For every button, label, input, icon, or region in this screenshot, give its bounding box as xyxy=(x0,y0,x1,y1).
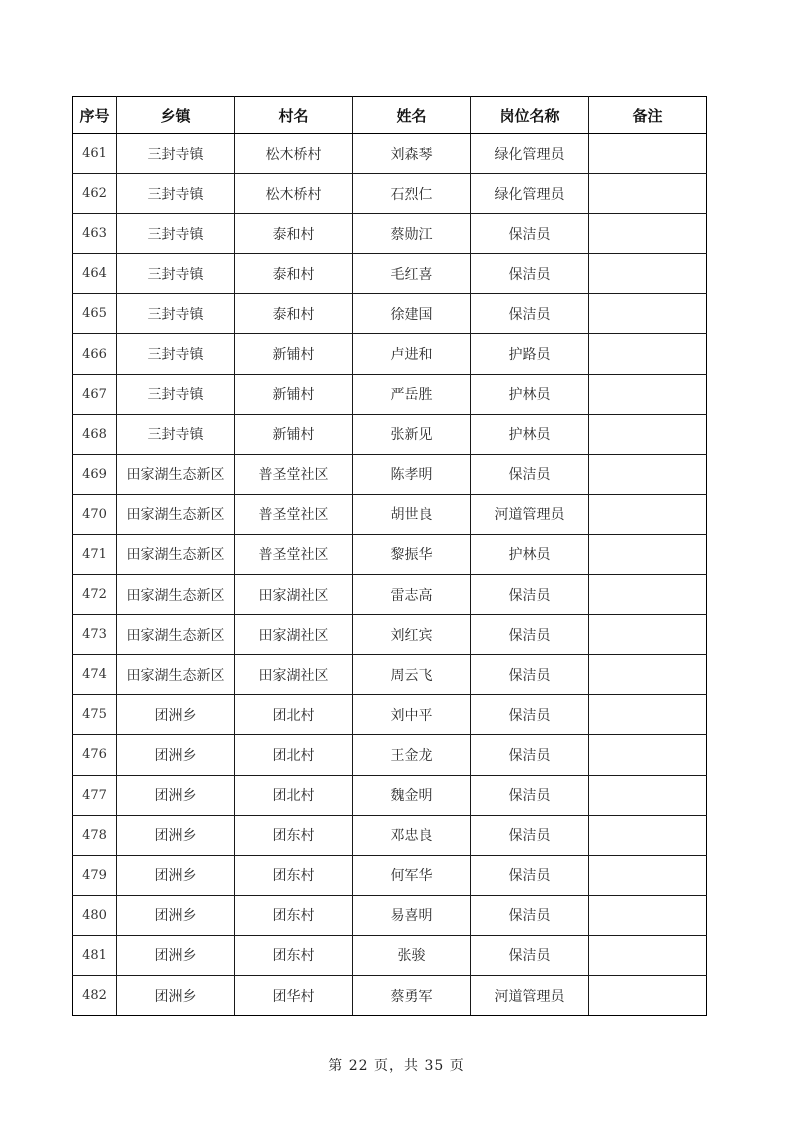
cell-township: 团洲乡 xyxy=(117,815,235,855)
cell-remarks xyxy=(589,615,707,655)
cell-township: 三封寺镇 xyxy=(117,134,235,174)
cell-village: 田家湖社区 xyxy=(235,655,353,695)
cell-remarks xyxy=(589,895,707,935)
cell-name: 雷志高 xyxy=(353,575,471,615)
cell-township: 团洲乡 xyxy=(117,895,235,935)
cell-post-title: 护林员 xyxy=(471,414,589,454)
cell-township: 田家湖生态新区 xyxy=(117,575,235,615)
cell-name: 蔡勋江 xyxy=(353,214,471,254)
cell-township: 田家湖生态新区 xyxy=(117,615,235,655)
cell-post-title: 河道管理员 xyxy=(471,975,589,1015)
table-row xyxy=(73,895,707,935)
cell-township: 田家湖生态新区 xyxy=(117,655,235,695)
header-name: 姓名 xyxy=(353,97,471,134)
page-footer xyxy=(0,1055,793,1075)
cell-serial-number: 475 xyxy=(73,695,117,735)
cell-serial-number: 478 xyxy=(73,815,117,855)
cell-serial-number: 470 xyxy=(73,494,117,534)
cell-post-title: 绿化管理员 xyxy=(471,134,589,174)
table-row xyxy=(73,815,707,855)
table-row xyxy=(73,735,707,775)
cell-post-title: 保洁员 xyxy=(471,935,589,975)
cell-village: 团北村 xyxy=(235,735,353,775)
cell-township: 三封寺镇 xyxy=(117,214,235,254)
cell-post-title: 保洁员 xyxy=(471,254,589,294)
cell-remarks xyxy=(589,775,707,815)
table-row xyxy=(73,695,707,735)
cell-village: 泰和村 xyxy=(235,254,353,294)
table-row xyxy=(73,374,707,414)
table-row xyxy=(73,655,707,695)
cell-post-title: 护林员 xyxy=(471,374,589,414)
cell-serial-number: 474 xyxy=(73,655,117,695)
cell-name: 徐建国 xyxy=(353,294,471,334)
cell-remarks xyxy=(589,575,707,615)
cell-village: 松木桥村 xyxy=(235,134,353,174)
cell-remarks xyxy=(589,134,707,174)
cell-serial-number: 473 xyxy=(73,615,117,655)
header-post-title: 岗位名称 xyxy=(471,97,589,134)
cell-township: 团洲乡 xyxy=(117,695,235,735)
cell-township: 三封寺镇 xyxy=(117,254,235,294)
cell-remarks xyxy=(589,414,707,454)
cell-post-title: 保洁员 xyxy=(471,655,589,695)
cell-remarks xyxy=(589,374,707,414)
cell-remarks xyxy=(589,174,707,214)
cell-township: 田家湖生态新区 xyxy=(117,454,235,494)
cell-village: 团北村 xyxy=(235,695,353,735)
cell-township: 团洲乡 xyxy=(117,775,235,815)
cell-serial-number: 482 xyxy=(73,975,117,1015)
cell-village: 田家湖社区 xyxy=(235,575,353,615)
cell-remarks xyxy=(589,254,707,294)
table-row xyxy=(73,975,707,1015)
cell-serial-number: 466 xyxy=(73,334,117,374)
table-row xyxy=(73,254,707,294)
cell-name: 毛红喜 xyxy=(353,254,471,294)
cell-post-title: 保洁员 xyxy=(471,855,589,895)
cell-village: 团华村 xyxy=(235,975,353,1015)
cell-post-title: 保洁员 xyxy=(471,615,589,655)
cell-township: 团洲乡 xyxy=(117,975,235,1015)
table-body xyxy=(73,134,707,1016)
cell-name: 石烈仁 xyxy=(353,174,471,214)
header-village: 村名 xyxy=(235,97,353,134)
cell-post-title: 护路员 xyxy=(471,334,589,374)
cell-township: 三封寺镇 xyxy=(117,414,235,454)
cell-township: 田家湖生态新区 xyxy=(117,494,235,534)
cell-village: 团东村 xyxy=(235,815,353,855)
header-remarks: 备注 xyxy=(589,97,707,134)
cell-post-title: 保洁员 xyxy=(471,214,589,254)
cell-remarks xyxy=(589,454,707,494)
table-row xyxy=(73,294,707,334)
cell-serial-number: 471 xyxy=(73,534,117,574)
cell-post-title: 绿化管理员 xyxy=(471,174,589,214)
cell-remarks xyxy=(589,334,707,374)
cell-serial-number: 464 xyxy=(73,254,117,294)
cell-name: 黎振华 xyxy=(353,534,471,574)
table-row xyxy=(73,775,707,815)
cell-township: 团洲乡 xyxy=(117,855,235,895)
cell-remarks xyxy=(589,695,707,735)
cell-township: 团洲乡 xyxy=(117,735,235,775)
table-row xyxy=(73,134,707,174)
cell-village: 新铺村 xyxy=(235,334,353,374)
cell-post-title: 保洁员 xyxy=(471,815,589,855)
cell-name: 王金龙 xyxy=(353,735,471,775)
table-header xyxy=(73,97,707,134)
cell-post-title: 保洁员 xyxy=(471,575,589,615)
cell-remarks xyxy=(589,935,707,975)
cell-name: 刘红宾 xyxy=(353,615,471,655)
cell-post-title: 保洁员 xyxy=(471,294,589,334)
cell-name: 张新见 xyxy=(353,414,471,454)
cell-remarks xyxy=(589,815,707,855)
cell-name: 刘森琴 xyxy=(353,134,471,174)
cell-name: 周云飞 xyxy=(353,655,471,695)
cell-village: 田家湖社区 xyxy=(235,615,353,655)
table-row xyxy=(73,214,707,254)
cell-serial-number: 468 xyxy=(73,414,117,454)
cell-name: 刘中平 xyxy=(353,695,471,735)
cell-remarks xyxy=(589,294,707,334)
cell-serial-number: 477 xyxy=(73,775,117,815)
cell-serial-number: 467 xyxy=(73,374,117,414)
cell-village: 团北村 xyxy=(235,775,353,815)
cell-village: 普圣堂社区 xyxy=(235,494,353,534)
cell-serial-number: 463 xyxy=(73,214,117,254)
table-row xyxy=(73,615,707,655)
cell-serial-number: 461 xyxy=(73,134,117,174)
table-row xyxy=(73,534,707,574)
table-row xyxy=(73,855,707,895)
cell-village: 新铺村 xyxy=(235,414,353,454)
cell-remarks xyxy=(589,655,707,695)
cell-remarks xyxy=(589,735,707,775)
cell-township: 三封寺镇 xyxy=(117,374,235,414)
cell-village: 团东村 xyxy=(235,855,353,895)
roster-table xyxy=(72,96,707,1016)
table-row xyxy=(73,414,707,454)
cell-township: 田家湖生态新区 xyxy=(117,534,235,574)
cell-name: 邓忠良 xyxy=(353,815,471,855)
cell-name: 何军华 xyxy=(353,855,471,895)
page-number-text: 第 22 页，共 35 页 xyxy=(328,1058,465,1074)
table-row xyxy=(73,494,707,534)
cell-township: 团洲乡 xyxy=(117,935,235,975)
cell-village: 团东村 xyxy=(235,895,353,935)
header-row xyxy=(73,97,707,134)
cell-post-title: 河道管理员 xyxy=(471,494,589,534)
cell-name: 严岳胜 xyxy=(353,374,471,414)
cell-name: 魏金明 xyxy=(353,775,471,815)
cell-serial-number: 481 xyxy=(73,935,117,975)
cell-township: 三封寺镇 xyxy=(117,174,235,214)
cell-village: 新铺村 xyxy=(235,374,353,414)
cell-post-title: 保洁员 xyxy=(471,695,589,735)
cell-village: 普圣堂社区 xyxy=(235,534,353,574)
cell-post-title: 保洁员 xyxy=(471,735,589,775)
cell-post-title: 保洁员 xyxy=(471,895,589,935)
cell-remarks xyxy=(589,534,707,574)
cell-remarks xyxy=(589,214,707,254)
cell-serial-number: 479 xyxy=(73,855,117,895)
cell-post-title: 保洁员 xyxy=(471,454,589,494)
table-row xyxy=(73,575,707,615)
cell-remarks xyxy=(589,855,707,895)
cell-post-title: 保洁员 xyxy=(471,775,589,815)
cell-name: 卢进和 xyxy=(353,334,471,374)
cell-serial-number: 462 xyxy=(73,174,117,214)
cell-township: 三封寺镇 xyxy=(117,294,235,334)
cell-remarks xyxy=(589,975,707,1015)
cell-village: 泰和村 xyxy=(235,294,353,334)
table-row xyxy=(73,454,707,494)
cell-serial-number: 469 xyxy=(73,454,117,494)
cell-village: 普圣堂社区 xyxy=(235,454,353,494)
cell-serial-number: 465 xyxy=(73,294,117,334)
cell-post-title: 护林员 xyxy=(471,534,589,574)
cell-township: 三封寺镇 xyxy=(117,334,235,374)
cell-village: 松木桥村 xyxy=(235,174,353,214)
cell-village: 泰和村 xyxy=(235,214,353,254)
cell-name: 蔡勇军 xyxy=(353,975,471,1015)
table-row xyxy=(73,935,707,975)
cell-name: 胡世良 xyxy=(353,494,471,534)
cell-remarks xyxy=(589,494,707,534)
table-row xyxy=(73,174,707,214)
cell-name: 张骏 xyxy=(353,935,471,975)
header-township: 乡镇 xyxy=(117,97,235,134)
cell-serial-number: 480 xyxy=(73,895,117,935)
cell-village: 团东村 xyxy=(235,935,353,975)
cell-name: 易喜明 xyxy=(353,895,471,935)
cell-serial-number: 472 xyxy=(73,575,117,615)
header-serial-number: 序号 xyxy=(73,97,117,134)
cell-serial-number: 476 xyxy=(73,735,117,775)
cell-name: 陈孝明 xyxy=(353,454,471,494)
table-row xyxy=(73,334,707,374)
